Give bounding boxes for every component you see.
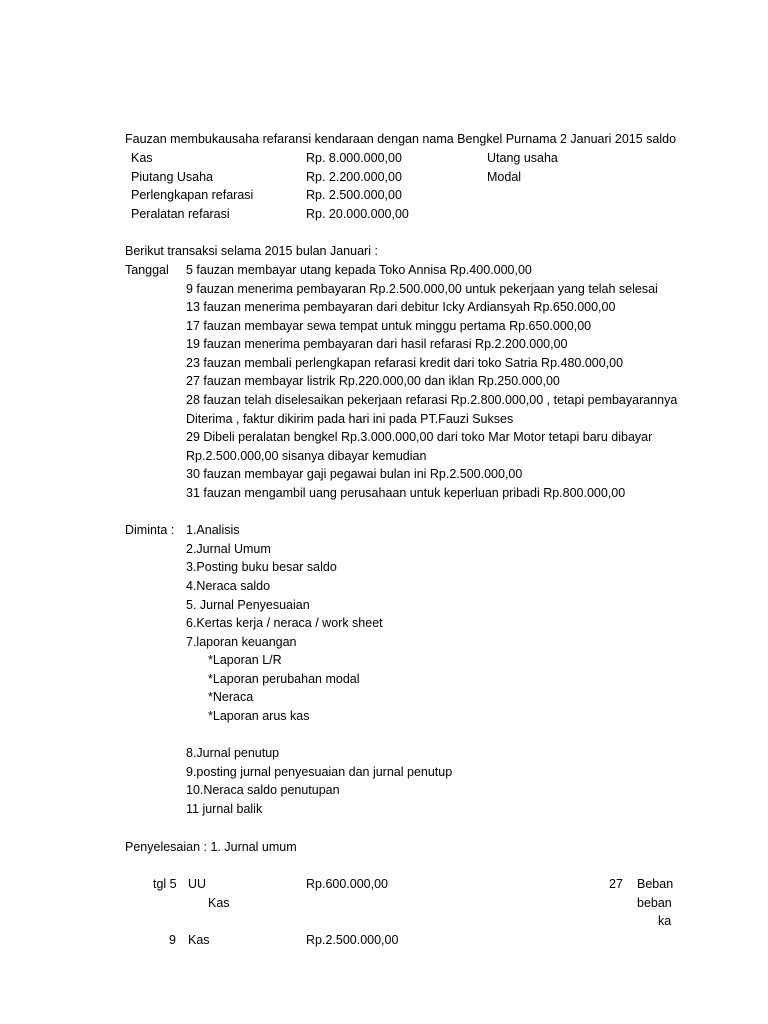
transactions-heading: Berikut transaksi selama 2015 bulan Januari :	[125, 244, 378, 258]
penyelesaian-heading: Penyelesaian : 1. Jurnal umum	[125, 840, 297, 854]
balance-amount: Rp. 20.000.000,00	[306, 207, 409, 221]
balance-account: Peralatan refarasi	[131, 207, 230, 221]
balance-account: Perlengkapan refarasi	[131, 188, 254, 202]
balance-account: Piutang Usaha	[131, 170, 214, 184]
diminta-item: 6.Kertas kerja / neraca / work sheet	[186, 616, 383, 630]
transaction-line: 28 fauzan telah diselesaikan pekerjaan refarasi Rp.2.800.000,00 , tetapi pembayarannya	[186, 393, 678, 407]
diminta-item: 7.laporan keuangan	[186, 635, 297, 649]
balance-amount: Rp. 2.500.000,00	[306, 188, 402, 202]
laporan-sub-item: *Laporan arus kas	[208, 709, 310, 723]
transaction-line: 13 fauzan menerima pembayaran dari debitur Icky Ardiansyah Rp.650.000,00	[186, 300, 616, 314]
transaction-line: 23 fauzan membali perlengkapan refarasi kredit dari toko Satria Rp.480.000,00	[186, 356, 624, 370]
transaction-line: 19 fauzan menerima pembayaran dari hasil refarasi Rp.2.200.000,00	[186, 337, 568, 351]
journal-right-date: 27	[609, 877, 623, 891]
laporan-sub-item: *Laporan L/R	[208, 653, 282, 667]
transaction-line: Diterima , faktur dikirim pada hari ini pada PT.Fauzi Sukses	[186, 412, 514, 426]
transaction-line: 27 fauzan membayar listrik Rp.220.000,00 dan iklan Rp.250.000,00	[186, 374, 560, 388]
laporan-sub-item: *Neraca	[208, 690, 254, 704]
journal-credit-account: Kas	[208, 896, 230, 910]
journal-right-account: Beban	[637, 877, 674, 891]
balance-right-account: Utang usaha	[487, 151, 558, 165]
transaction-line: Rp.2.500.000,00 sisanya dibayar kemudian	[186, 449, 427, 463]
balance-account: Kas	[131, 151, 153, 165]
laporan-sub-item: *Laporan perubahan modal	[208, 672, 360, 686]
transaction-line: 17 fauzan membayar sewa tempat untuk minggu pertama Rp.650.000,00	[186, 319, 592, 333]
journal-date: tgl 5	[153, 877, 177, 891]
journal-right-account: ka	[658, 914, 672, 928]
balance-amount: Rp. 8.000.000,00	[306, 151, 402, 165]
tanggal-label: Tanggal	[125, 263, 169, 277]
journal-amount: Rp.600.000,00	[306, 877, 389, 891]
diminta-item: 8.Jurnal penutup	[186, 746, 280, 760]
transaction-line: 30 fauzan membayar gaji pegawai bulan ini Rp.2.500.000,00	[186, 467, 523, 481]
transaction-line: 31 fauzan mengambil uang perusahaan untuk keperluan pribadi Rp.800.000,00	[186, 486, 626, 500]
journal-date: 9	[169, 933, 176, 947]
journal-amount: Rp.2.500.000,00	[306, 933, 399, 947]
diminta-item: 5. Jurnal Penyesuaian	[186, 598, 310, 612]
diminta-item: 1.Analisis	[186, 523, 240, 537]
diminta-item: 4.Neraca saldo	[186, 579, 271, 593]
intro-text: Fauzan membukausaha refaransi kendaraan dengan nama Bengkel Purnama 2 Januari 2015 saldo	[125, 132, 677, 146]
journal-right-account: beban	[637, 896, 672, 910]
diminta-item: 2.Jurnal Umum	[186, 542, 271, 556]
diminta-item: 10.Neraca saldo penutupan	[186, 783, 340, 797]
transaction-line: 29 Dibeli peralatan bengkel Rp.3.000.000,00 dari toko Mar Motor tetapi baru dibayar	[186, 430, 653, 444]
diminta-item: 9.posting jurnal penyesuaian dan jurnal penutup	[186, 765, 453, 779]
transaction-line: 9 fauzan menerima pembayaran Rp.2.500.000,00 untuk pekerjaan yang telah selesai	[186, 282, 658, 296]
balance-right-account: Modal	[487, 170, 522, 184]
diminta-item: 3.Posting buku besar saldo	[186, 560, 337, 574]
journal-debit-account: UU	[188, 877, 207, 891]
diminta-item: 11 jurnal balik	[186, 802, 263, 816]
transaction-line: 5 fauzan membayar utang kepada Toko Annisa Rp.400.000,00	[186, 263, 532, 277]
balance-amount: Rp. 2.200.000,00	[306, 170, 402, 184]
diminta-label: Diminta :	[125, 523, 175, 537]
journal-debit-account: Kas	[188, 933, 210, 947]
